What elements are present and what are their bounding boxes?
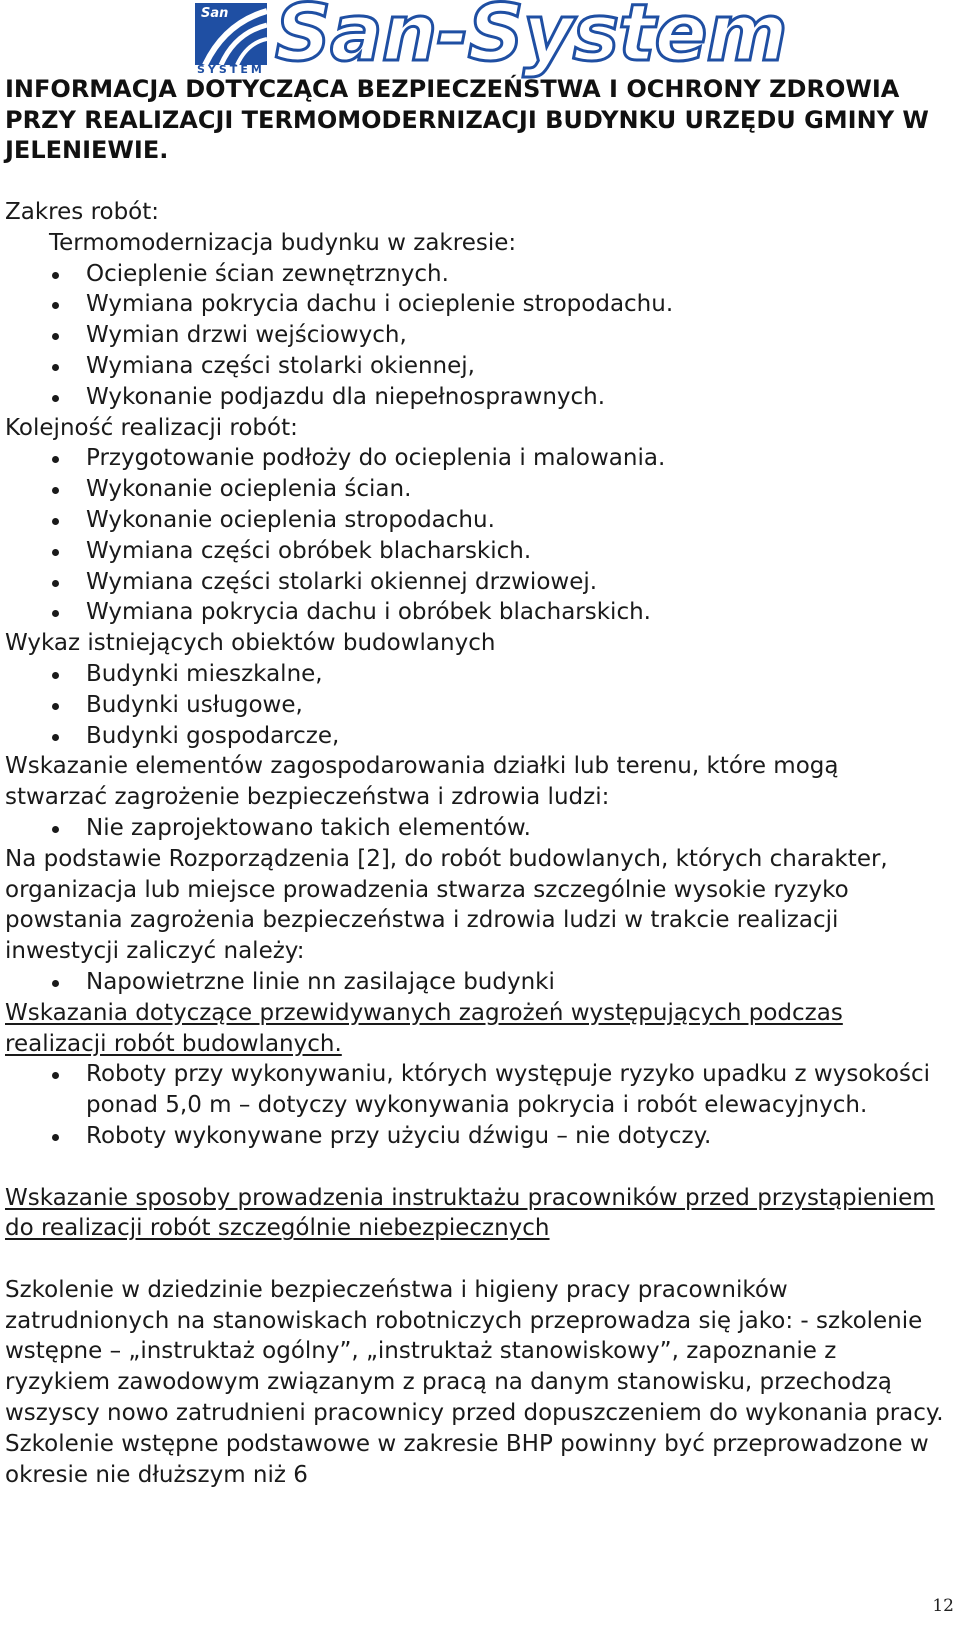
list-item: Wymiana części stolarki okiennej drzwiowej. [5,567,945,598]
list-item: Wykonanie ocieplenia stropodachu. [5,505,945,536]
scope-subheading: Termomodernizacja budynku w zakresie: [49,229,517,256]
scope-list [5,259,945,413]
list-item: Roboty przy wykonywaniu, których występuje ryzyko upadku z wysokości ponad 5,0 m – dotyczy wykonywania pokrycia i robót elewacyjnych. [5,1059,945,1121]
list-item: Ocieplenie ścian zewnętrznych. [5,259,945,290]
list-item: Wymian drzwi wejściowych, [5,320,945,351]
regulation-text: Na podstawie Rozporządzenia [2], do robót budowlanych, których charakter, organizacja lub miejsce prowadzenia stwarza szczególnie wysokie ryzyko powstania zagrożenia bezpieczeństwa i zdrowia ludzi w trakcie realizacji inwestycji zaliczyć należy: [5,845,888,965]
list-item: Napowietrzne linie nn zasilające budynki [5,967,945,998]
order-list [5,443,945,628]
page-number: 12 [932,1596,954,1616]
document-body [5,197,945,1490]
list-item: Przygotowanie podłoży do ocieplenia i malowania. [5,443,945,474]
list-item: Wymiana części stolarki okiennej, [5,351,945,382]
training-paragraph: Szkolenie w dziedzinie bezpieczeństwa i higieny pracy pracowników zatrudnionych na stanowiskach robotniczych przeprowadza się jako: - szkolenie wstępne – „instruktaż ogólny”, „instruktaż stanowiskowy”, zapoznanie z ryzykiem zawodowym związanym z pracą na danym stanowisku, przechodzą wszyscy nowo zatrudnieni pracownicy przed dopuszczeniem do wykonania pracy. Szkolenie wstępne podstawowe w zakresie BHP powinny być przeprowadzone w okresie nie dłuższym niż 6 [5,1276,944,1488]
list-item: Budynki mieszkalne, [5,659,945,690]
threats-heading: Wskazania dotyczące przewidywanych zagrożeń występujących podczas realizacji robót budowlanych. [5,999,843,1057]
threats-list [5,1059,945,1151]
logo-square-label: San [201,6,229,21]
logo-sub-label: SYSTEM [197,63,265,76]
document-title: INFORMACJA DOTYCZĄCA BEZPIECZEŃSTWA I OCHRONY ZDROWIA PRZY REALIZACJI TERMOMODERNIZACJI BUDYNKU URZĘDU GMINY W JELENIEWIE. [5,75,929,164]
list-item: Wykonanie ocieplenia ścian. [5,474,945,505]
company-logo [195,0,787,79]
spacer [5,1244,945,1275]
list-item: Budynki usługowe, [5,690,945,721]
hazard-elements-heading: Wskazanie elementów zagospodarowania działki lub terenu, które mogą stwarzać zagrożenie bezpieczeństwa i zdrowia ludzi: [5,753,839,811]
list-item: Wymiana pokrycia dachu i ocieplenie stropodachu. [5,289,945,320]
scope-heading: Zakres robót: [5,199,160,225]
hazard-elements-list [5,813,945,844]
list-item: Roboty wykonywane przy użyciu dźwigu – nie dotyczy. [5,1121,945,1152]
spacer [5,1152,945,1183]
existing-heading: Wykaz istniejących obiektów budowlanych [5,630,496,657]
logo-emblem [195,3,267,65]
list-item: Budynki gospodarcze, [5,721,945,752]
logo-wordmark: San-System [275,0,787,79]
list-item: Wymiana części obróbek blacharskich. [5,536,945,567]
list-item: Nie zaprojektowano takich elementów. [5,813,945,844]
order-heading: Kolejność realizacji robót: [5,414,298,441]
existing-list [5,659,945,751]
training-heading: Wskazanie sposoby prowadzenia instruktażu pracowników przed przystąpieniem do realizacji robót szczególnie niebezpiecznych [5,1184,935,1242]
list-item: Wymiana pokrycia dachu i obróbek blacharskich. [5,597,945,628]
list-item: Wykonanie podjazdu dla niepełnosprawnych. [5,382,945,413]
regulation-list [5,967,945,998]
